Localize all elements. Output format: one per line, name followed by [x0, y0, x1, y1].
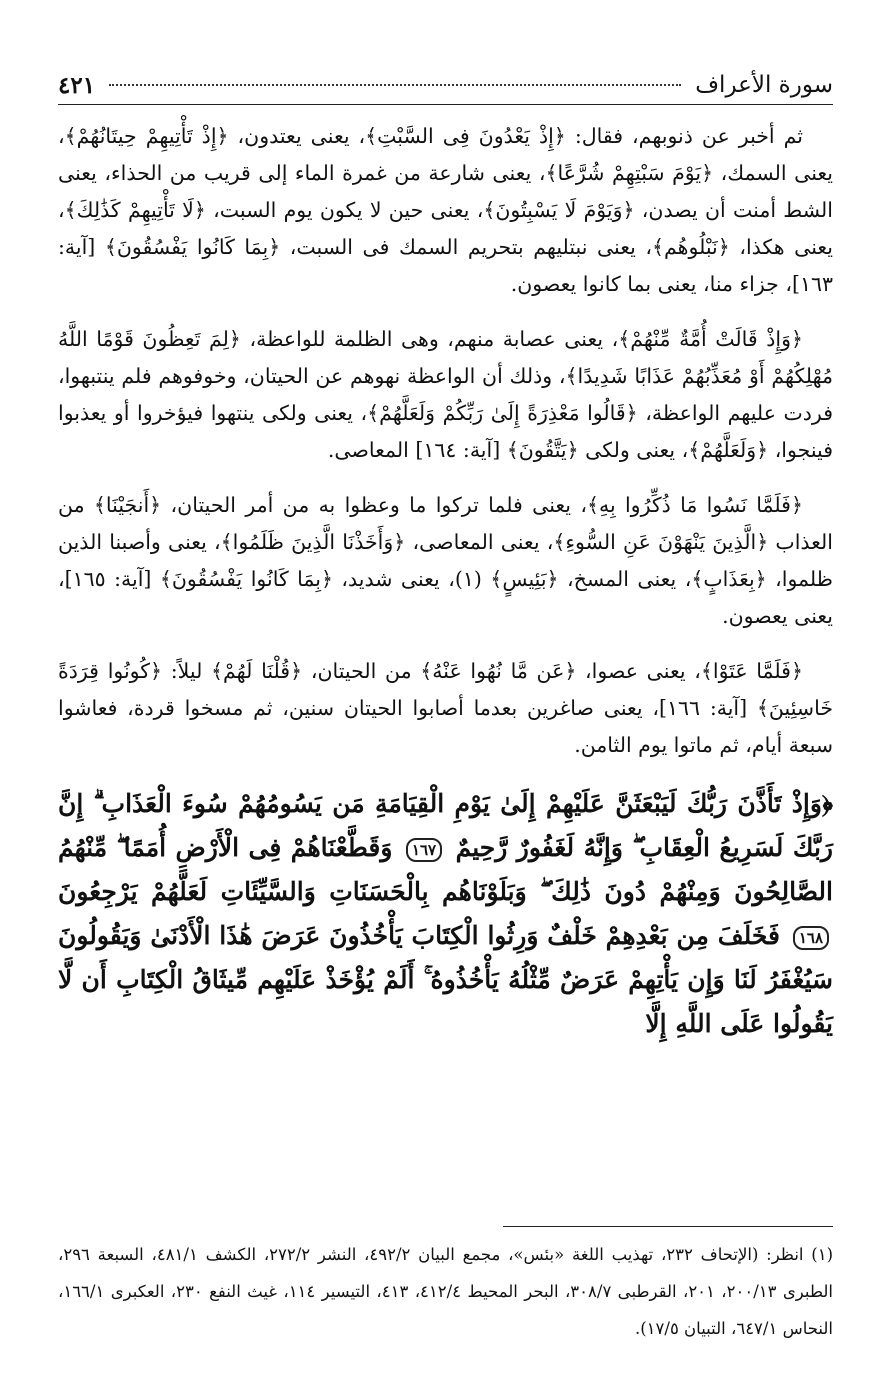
- commentary-body: [58, 118, 833, 1046]
- commentary-paragraph-3: ﴿فَلَمَّا نَسُوا مَا ذُكِّرُوا بِهِ﴾، يعنى فلما تركوا ما وعظوا به من أمر الحيتان، ﴿أَنجَيْنَا﴾ من العذاب ﴿الَّذِينَ يَنْهَوْنَ عَنِ السُّوءِ﴾، يعنى المعاصى، ﴿وَأَخَذْنَا الَّذِينَ ظَلَمُوا﴾، يعنى وأصبنا الذين ظلموا، ﴿بِعَذَابٍ﴾، يعنى المسخ، ﴿بَئِيسٍ﴾ (١)، يعنى شديد، ﴿بِمَا كَانُوا يَفْسُقُونَ﴾ [آية: ١٦٥]، يعنى يعصون.: [58, 493, 833, 628]
- verse-167-text: ﴿وَإِذْ تَأَذَّنَ رَبُّكَ لَيَبْعَثَنَّ عَلَيْهِمْ إِلَىٰ يَوْمِ الْقِيَامَةِ مَن يَسُومُهُمْ سُوءَ الْعَذَابِ ۗ إِنَّ رَبَّكَ لَسَرِيعُ الْعِقَابِ ۖ وَإِنَّهُ لَغَفُورٌ رَّحِيمٌ: [58, 789, 833, 862]
- page-header: [58, 66, 833, 105]
- commentary-paragraph-4: ﴿فَلَمَّا عَتَوْا﴾، يعنى عصوا، ﴿عَن مَّا نُهُوا عَنْهُ﴾ من الحيتان، ﴿قُلْنَا لَهُمْ﴾ ليلاً: ﴿كُونُوا قِرَدَةً خَاسِئِينَ﴾ [آية: ١٦٦]، يعنى صاغرين بعدما أصابوا الحيتان سنين، ثم مسخوا قردة، فعاشوا سبعة أيام، ثم ماتوا يوم الثامن.: [58, 659, 833, 757]
- verse-168-text: وَقَطَّعْنَاهُمْ فِى الْأَرْضِ أُمَمًا ۖ مِّنْهُمُ الصَّالِحُونَ وَمِنْهُمْ دُونَ ذَٰلِكَ ۖ وَبَلَوْنَاهُم بِالْحَسَنَاتِ وَالسَّيِّئَاتِ لَعَلَّهُمْ يَرْجِعُونَ: [58, 833, 833, 906]
- footnote-1: (١) انظر: (الإتحاف ٢٣٢، تهذيب اللغة «بئس»، مجمع البيان ٤٩٢/٢، النشر ٢٧٢/٢، الكشف ٤٨١/١، السبعة ٢٩٦، الطبرى ٢٠٠/١٣، ٢٠١، القرطبى ٣٠٨/٧، البحر المحيط ٤١٢/٤، ٤١٣، التيسير ١١٤، غيث النفع ٢٣٠، العكبرى ١٦٦/١، النحاس ٦٤٧/١، التبيان ١٧/٥).: [58, 1245, 834, 1338]
- footnotes: [58, 1236, 833, 1347]
- ayah-number-168: ١٦٨: [793, 926, 829, 950]
- header-dot-leader: [109, 84, 681, 86]
- footnote-separator: [503, 1226, 833, 1227]
- surah-title: سورة الأعراف: [695, 72, 833, 98]
- quran-verses-block: [58, 782, 833, 1046]
- page-number: ٤٢١: [58, 71, 96, 99]
- ayah-number-167: ١٦٧: [406, 838, 442, 862]
- commentary-paragraph-2: ﴿وَإِذْ قَالَتْ أُمَّةٌ مِّنْهُمْ﴾، يعنى عصابة منهم، وهى الظلمة للواعظة، ﴿لِمَ تَعِظُونَ قَوْمًا اللَّهُ مُهْلِكُهُمْ أَوْ مُعَذِّبُهُمْ عَذَابًا شَدِيدًا﴾، وذلك أن الواعظة نهوهم عن الحيتان، وخوفوهم فلم ينتبهوا، فردت عليهم الواعظة، ﴿قَالُوا مَعْذِرَةً إِلَىٰ رَبِّكُمْ وَلَعَلَّهُمْ﴾، يعنى ولكى ينتهوا فيؤخروا أو يعذبوا فينجوا، ﴿وَلَعَلَّهُمْ﴾، يعنى ولكى ﴿يَتَّقُونَ﴾ [آية: ١٦٤] المعاصى.: [58, 327, 833, 462]
- verse-169-text: فَخَلَفَ مِن بَعْدِهِمْ خَلْفٌ وَرِثُوا الْكِتَابَ يَأْخُذُونَ عَرَضَ هَٰذَا الْأَدْنَىٰ وَيَقُولُونَ سَيُغْفَرُ لَنَا وَإِن يَأْتِهِمْ عَرَضٌ مِّثْلُهُ يَأْخُذُوهُ ۚ أَلَمْ يُؤْخَذْ عَلَيْهِم مِّيثَاقُ الْكِتَابِ أَن لَّا يَقُولُوا عَلَى اللَّهِ إِلَّا: [58, 921, 833, 1038]
- commentary-paragraph-1: ثم أخبر عن ذنوبهم، فقال: ﴿إِذْ يَعْدُونَ فِى السَّبْتِ﴾، يعنى يعتدون، ﴿إِذْ تَأْتِيهِمْ حِيتَانُهُمْ﴾، يعنى السمك، ﴿يَوْمَ سَبْتِهِمْ شُرَّعًا﴾، يعنى شارعة من غمرة الماء إلى قريب من الحذاء، يعنى الشط أمنت أن يصدن، ﴿وَيَوْمَ لَا يَسْبِتُونَ﴾، يعنى حين لا يكون يوم السبت، ﴿لَا تَأْتِيهِمْ كَذَٰلِكَ﴾، يعنى هكذا، ﴿نَبْلُوهُم﴾، يعنى نبتليهم بتحريم السمك فى السبت، ﴿بِمَا كَانُوا يَفْسُقُونَ﴾ [آية: ١٦٣]، جزاء منا، يعنى بما كانوا يعصون.: [58, 124, 833, 296]
